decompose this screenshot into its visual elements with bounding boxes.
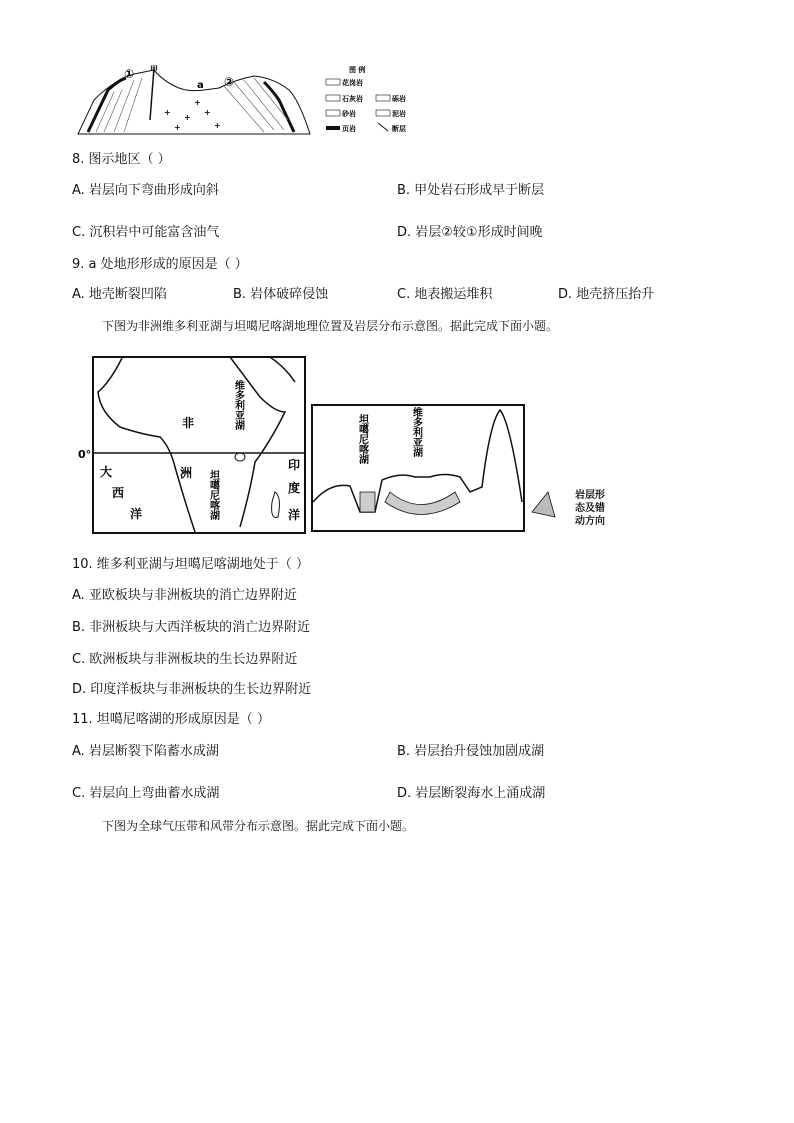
q10-stem: 10. 维多利亚湖与坦噶尼喀湖地处于（ ） — [72, 557, 309, 572]
map-label-du: 度 — [288, 481, 301, 495]
q9-option-b[interactable]: B. 岩体破碎侵蚀 — [233, 287, 329, 302]
legend-granite: 花岗岩 — [342, 79, 363, 87]
svg-text:+: + — [204, 108, 211, 117]
q11-option-b[interactable]: B. 岩层抬升侵蚀加剧成湖 — [397, 744, 545, 759]
label-circle-2: ② — [224, 75, 235, 89]
legend-title: 图 例 — [349, 66, 366, 74]
q11-option-c[interactable]: C. 岩层向上弯曲蓄水成湖 — [72, 786, 220, 801]
q8-option-c[interactable]: C. 沉积岩中可能富含油气 — [72, 225, 220, 240]
svg-text:+: + — [174, 123, 181, 132]
q10-option-c[interactable]: C. 欧洲板块与非洲板块的生长边界附近 — [72, 652, 298, 667]
map-label-yang-2: 洋 — [288, 508, 301, 522]
section-label-victoria: 维多利亚湖 — [410, 407, 422, 457]
africa-lakes-figure — [70, 352, 620, 537]
q9-option-c[interactable]: C. 地表搬运堆积 — [397, 287, 493, 302]
geologic-section-figure — [74, 60, 414, 140]
rock-displacement-symbol — [532, 492, 555, 517]
q8-option-b[interactable]: B. 甲处岩石形成早于断层 — [397, 183, 545, 198]
q11-option-d[interactable]: D. 岩层断裂海水上涌成湖 — [397, 786, 546, 801]
q9-option-a[interactable]: A. 地壳断裂凹陷 — [72, 287, 167, 302]
map-label-da: 大 — [100, 465, 113, 479]
legend-limestone: 石灰岩 — [342, 95, 363, 103]
q8-option-a[interactable]: A. 岩层向下弯曲形成向斜 — [72, 183, 219, 198]
svg-text:+: + — [214, 121, 221, 130]
map-label-zhou: 洲 — [180, 466, 193, 480]
q9-stem: 9. a 处地形形成的原因是（ ） — [72, 257, 248, 272]
map-label-xi: 西 — [112, 486, 125, 500]
intro-pressure-belts: 下图为全球气压带和风带分布示意图。据此完成下面小题。 — [102, 819, 415, 833]
legend-conglomerate: 砾岩 — [392, 95, 406, 103]
q9-option-d[interactable]: D. 地壳挤压抬升 — [558, 287, 655, 302]
q10-option-d[interactable]: D. 印度洋板块与非洲板块的生长边界附近 — [72, 682, 312, 697]
section-legend: 岩层形态及错动方向 — [575, 490, 605, 527]
map-label-yin: 印 — [288, 458, 301, 472]
intro-africa-lakes: 下图为非洲维多利亚湖与坦噶尼喀湖地理位置及岩层分布示意图。据此完成下面小题。 — [102, 319, 559, 333]
legend-shale: 页岩 — [342, 125, 356, 133]
equator-label: 0° — [78, 448, 92, 461]
label-circle-1: ① — [124, 67, 135, 81]
legend-mudstone: 泥岩 — [392, 110, 406, 118]
legend-sandstone: 砂岩 — [342, 110, 356, 118]
q10-option-a[interactable]: A. 亚欧板块与非洲板块的消亡边界附近 — [72, 588, 297, 603]
svg-text:+: + — [164, 108, 171, 117]
map-label-yang: 洋 — [130, 507, 143, 521]
map-label-victoria: 维多利亚湖 — [232, 380, 244, 430]
q11-stem: 11. 坦噶尼喀湖的形成原因是（ ） — [72, 712, 270, 727]
q8-option-d[interactable]: D. 岩层②较①形成时间晚 — [397, 225, 543, 240]
q10-option-b[interactable]: B. 非洲板块与大西洋板块的消亡边界附近 — [72, 620, 311, 635]
q11-option-a[interactable]: A. 岩层断裂下陷蓄水成湖 — [72, 744, 219, 759]
svg-text:+: + — [184, 113, 191, 122]
label-jia: 甲 — [150, 65, 158, 74]
label-a: a — [197, 80, 204, 91]
map-label-fei: 非 — [182, 416, 195, 430]
q8-stem: 8. 图示地区（ ） — [72, 152, 171, 167]
section-label-tanganyika: 坦噶尼喀湖 — [356, 414, 368, 464]
svg-text:+: + — [194, 98, 201, 107]
map-label-tanganyika: 坦噶尼喀湖 — [207, 470, 219, 520]
legend-fault: 断层 — [392, 125, 406, 133]
